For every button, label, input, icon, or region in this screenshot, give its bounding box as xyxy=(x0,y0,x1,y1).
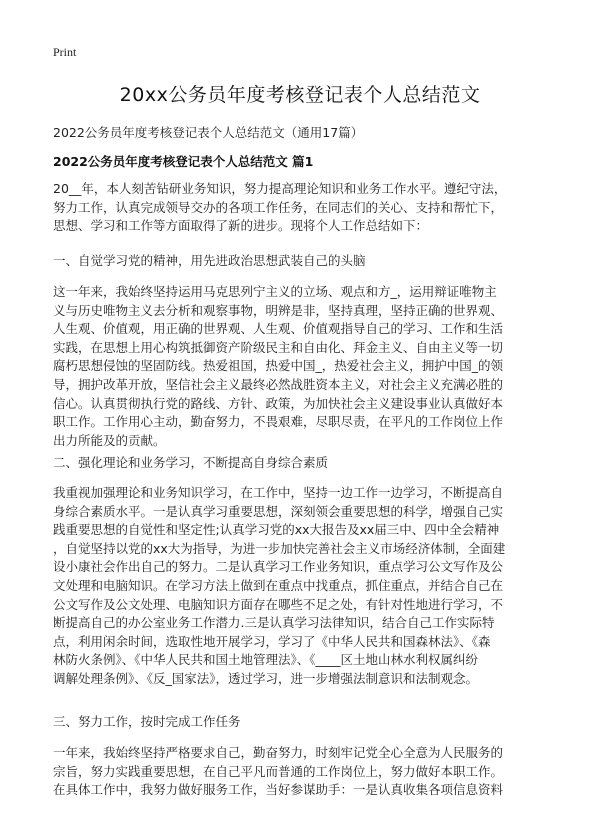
print-link[interactable]: Print xyxy=(53,45,77,59)
paragraph-3: 一年来，我始终坚持严格要求自己，勤奋努力，时刻牢记党全心全意为人民服务的 宗旨，努力实践重要思想，在自己平凡而普通的工作岗位上，努力做好本职工作。 在具体工作中，我努力做好服务工作，当好参谋助手：一是认真收集各项信息资料 xyxy=(53,745,504,798)
document-subtitle: 2022公务员年度考核登记表个人总结范文（通用17篇） xyxy=(53,125,364,140)
page-title: 20xx公务员年度考核登记表个人总结范文 xyxy=(119,84,481,106)
heading-2: 二、强化理论和业务学习，不断提高自身综合素质 xyxy=(53,455,329,470)
paragraph-2: 我重视加强理论和业务知识学习，在工作中，坚持一边工作一边学习，不断提高自 身综合素质水平。一是认真学习重要思想，深刻领会重要思想的科学，增强自己实 践重要思想的自觉性和坚定性;认真学习党的xx大报告及xx届三中、四中全会精神 ，自觉坚持以党的xx大为指导，为进一步加快完善社会主义市场经济体制，全面建 设小康社会作出自己的努力。二是认真学习工作业务知识，重点学习公文写作及公 文处理和电脑知识。在学习方法上做到在重点中找重点，抓住重点，并结合自己在 公文写作及公文处理、电脑知识方面存在哪些不足之处，有针对性地进行学习，不 断提高自己的办公室业务工作潜力.三是认真学习法律知识，结合自己工作实际特 点，利用闲余时间，选取性地开展学习，学习了《中华人民共和国森林法》、《森 林防火条例》、《中华人民共和国土地管理法》、《____区土地山林水利权属纠纷 调解处理条例》、《反_国家法》，透过学习，进一步增强法制意识和法制观念。 xyxy=(53,485,506,686)
heading-3: 三、努力工作，按时完成工作任务 xyxy=(53,714,241,729)
heading-1: 一、自觉学习党的精神，用先进政治思想武装自己的头脑 xyxy=(53,253,366,268)
intro-paragraph: 20__年，本人刻苦钻研业务知识，努力提高理论知识和业务工作水平。遵纪守法， 努力工作，认真完成领导交办的各项工作任务，在同志们的关心、支持和帮忙下， 思想、学习和工作等方面取得了新的进步。现将个人工作总结如下： xyxy=(53,181,507,234)
paragraph-1: 这一年来，我始终坚持运用马克思列宁主义的立场、观点和方_，运用辩证唯物主 义与历史唯物主义去分析和观察事物，明辨是非，坚持真理，坚持正确的世界观、 人生观、价值观，用正确的世界观、人生观、价值观指导自己的学习、工作和生活 实践，在思想上用心构筑抵御资产阶级民主和自由化、拜金主义、自由主义等一切 腐朽思想侵蚀的坚固防线。热爱祖国，热爱中国_，热爱社会主义，拥护中国_的领 导，拥护改革开放，坚信社会主义最终必然战胜资本主义，对社会主义充满必胜的 信心。认真贯彻执行党的路线、方针、政策，为加快社会主义建设事业认真做好本 职工作。工作用心主动，勤奋努力，不畏艰难，尽职尽责，在平凡的工作岗位上作 出力所能及的贡献。 xyxy=(53,284,504,448)
section-title: 2022公务员年度考核登记表个人总结范文 篇1 xyxy=(53,154,314,169)
